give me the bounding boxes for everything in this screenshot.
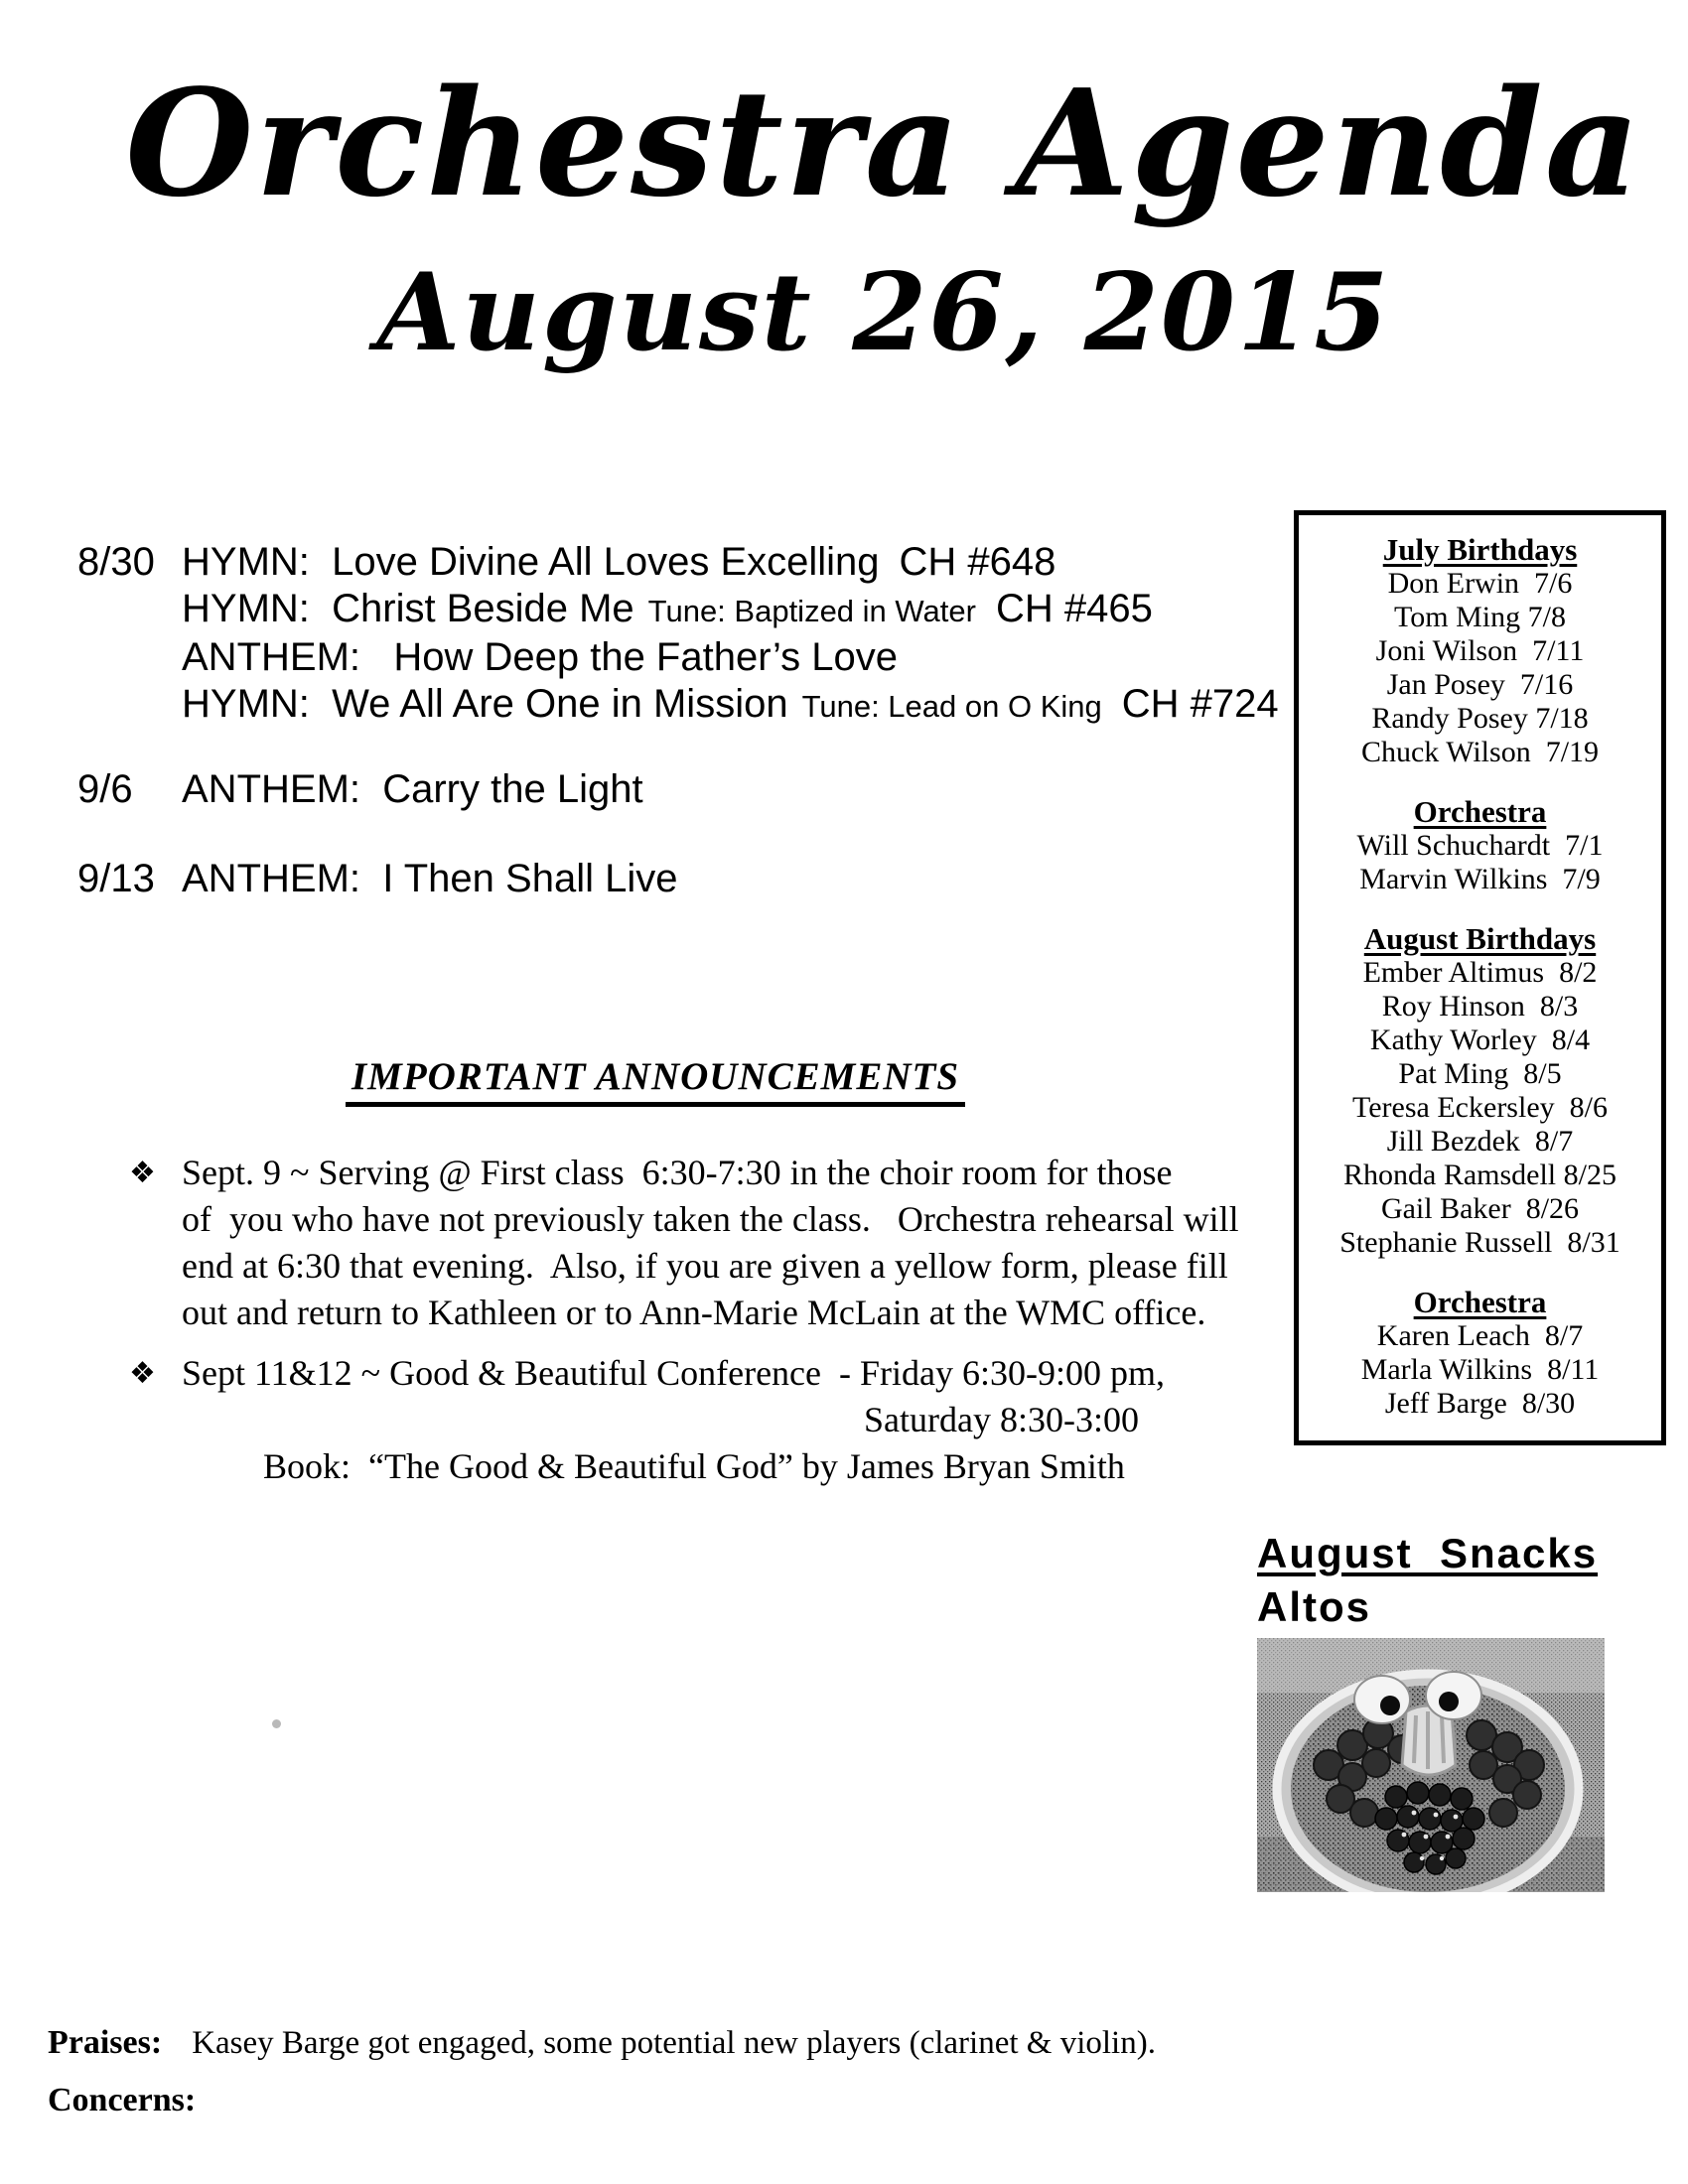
fruit-plate-owl-photo xyxy=(1257,1638,1605,1892)
birthday-entry: Kathy Worley 8/4 xyxy=(1369,1024,1591,1056)
birthday-entry: Karen Leach 8/7 xyxy=(1376,1319,1584,1352)
snacks-title: August Snacks xyxy=(1257,1530,1599,1576)
birthday-entries xyxy=(1299,956,1661,1260)
song-label: ANTHEM: Carry the Light xyxy=(182,767,643,811)
birthday-entry: Stephanie Russell 8/31 xyxy=(1339,1226,1620,1259)
announcement-text xyxy=(182,1150,1261,1336)
birthday-section-title: Orchestra xyxy=(1413,794,1547,829)
birthday-entry: Will Schuchardt 7/1 xyxy=(1356,829,1604,862)
birthday-section-title: Orchestra xyxy=(1413,1285,1547,1319)
diamond-bullet-icon: ❖ xyxy=(129,1356,156,1391)
birthday-entry: Chuck Wilson 7/19 xyxy=(1360,736,1600,768)
birthday-entry: Teresa Eckersley 8/6 xyxy=(1352,1091,1608,1124)
birthday-entry: Jan Posey 7/16 xyxy=(1386,668,1574,701)
diamond-bullet-icon: ❖ xyxy=(129,1156,156,1190)
birthday-section-title: August Birthdays xyxy=(1363,921,1597,956)
concerns-row xyxy=(48,2081,1537,2120)
announcement-line: of you who have not previously taken the class. Orchestra rehearsal will xyxy=(182,1199,1239,1239)
title-block xyxy=(0,52,1688,378)
schedule-entry xyxy=(77,856,1299,902)
tune-note: Tune: Baptized in Water xyxy=(647,594,976,628)
announcement-line: Sept 11&12 ~ Good & Beautiful Conference - Friday 6:30-9:00 pm, xyxy=(182,1353,1165,1393)
schedule-line xyxy=(182,634,1299,681)
song-label: ANTHEM: I Then Shall Live xyxy=(182,857,678,900)
schedule-lines xyxy=(182,539,1299,730)
announcements-list xyxy=(129,1150,1261,1490)
schedule-lines xyxy=(182,766,1299,813)
song-label: HYMN: We All Are One in Mission xyxy=(182,682,788,726)
birthday-section-title: July Birthdays xyxy=(1382,532,1578,567)
schedule-entry xyxy=(77,766,1299,813)
schedule-entry xyxy=(77,539,1299,730)
birthday-entry: Marvin Wilkins 7/9 xyxy=(1359,863,1601,895)
schedule-line xyxy=(182,586,1299,634)
praises-text: Kasey Barge got engaged, some potential new players (clarinet & violin). xyxy=(192,2025,1156,2061)
page-title: Orchestra Agenda xyxy=(125,57,1642,229)
birthday-entry: Tom Ming 7/8 xyxy=(1394,601,1566,633)
announcement-line: out and return to Kathleen or to Ann-Marie McLain at the WMC office. xyxy=(182,1293,1206,1332)
announcement-line: end at 6:30 that evening. Also, if you are given a yellow form, please fill xyxy=(182,1246,1228,1286)
birthday-section-august xyxy=(1299,922,1661,1260)
hymnal-number: CH #724 xyxy=(1121,682,1279,726)
birthday-entry: Pat Ming 8/5 xyxy=(1398,1057,1562,1090)
schedule-line xyxy=(182,681,1299,730)
song-label: HYMN: Christ Beside Me xyxy=(182,587,634,630)
schedule-date: 9/13 xyxy=(77,857,155,900)
announcement-item xyxy=(129,1150,1261,1336)
concerns-label: Concerns: xyxy=(48,2082,197,2118)
service-schedule xyxy=(77,539,1299,902)
song-label: ANTHEM: How Deep the Father’s Love xyxy=(182,635,899,679)
birthday-section-august-orchestra xyxy=(1299,1286,1661,1421)
song-label: HYMN: Love Divine All Loves Excelling xyxy=(182,540,880,584)
birthday-entry: Jeff Barge 8/30 xyxy=(1384,1387,1576,1420)
birthday-section-july-orchestra xyxy=(1299,795,1661,896)
schedule-lines xyxy=(182,856,1299,902)
announcement-line: Sept. 9 ~ Serving @ First class 6:30-7:30 in the choir room for those xyxy=(182,1153,1173,1192)
hymnal-number: CH #648 xyxy=(899,540,1056,584)
schedule-line xyxy=(182,539,1299,586)
birthday-entry: Marla Wilkins 8/11 xyxy=(1360,1353,1600,1386)
snacks-subtitle: Altos xyxy=(1257,1583,1371,1630)
announcement-text xyxy=(182,1350,1261,1490)
birthday-entry: Rhonda Ramsdell 8/25 xyxy=(1343,1159,1617,1191)
birthday-entries xyxy=(1299,567,1661,769)
praises-label: Praises: xyxy=(48,2024,163,2061)
announcements-heading-wrap xyxy=(79,1054,1231,1107)
birthday-entry: Gail Baker 8/26 xyxy=(1380,1192,1580,1225)
hymnal-number: CH #465 xyxy=(995,587,1153,630)
schedule-line xyxy=(182,766,1299,813)
birthday-entry: Ember Altimus 8/2 xyxy=(1362,956,1598,989)
praises-row xyxy=(48,2023,1537,2063)
announcements-heading: IMPORTANT ANNOUNCEMENTS xyxy=(346,1054,965,1107)
birthday-entry: Don Erwin 7/6 xyxy=(1387,567,1573,600)
birthday-entry: Joni Wilson 7/11 xyxy=(1375,634,1585,667)
schedule-date: 9/6 xyxy=(77,767,133,811)
birthday-entries xyxy=(1299,829,1661,896)
announcement-item xyxy=(129,1350,1261,1490)
announcement-line: Saturday 8:30-3:00 xyxy=(864,1400,1139,1439)
birthday-section-july xyxy=(1299,533,1661,769)
birthday-entry: Roy Hinson 8/3 xyxy=(1381,990,1579,1023)
snacks-section xyxy=(1257,1529,1615,1892)
birthdays-box xyxy=(1294,510,1666,1445)
announcement-line: Book: “The Good & Beautiful God” by James Bryan Smith xyxy=(263,1446,1125,1486)
birthday-entry: Jill Bezdek 8/7 xyxy=(1386,1125,1574,1158)
footer-notes xyxy=(48,2023,1537,2120)
page-date: August 26, 2015 xyxy=(376,250,1391,375)
birthday-entries xyxy=(1299,1319,1661,1421)
birthday-entry: Randy Posey 7/18 xyxy=(1371,702,1589,735)
schedule-date: 8/30 xyxy=(77,540,155,584)
scan-artifact-dot xyxy=(272,1719,281,1728)
tune-note: Tune: Lead on O King xyxy=(801,689,1102,724)
schedule-line xyxy=(182,856,1299,902)
